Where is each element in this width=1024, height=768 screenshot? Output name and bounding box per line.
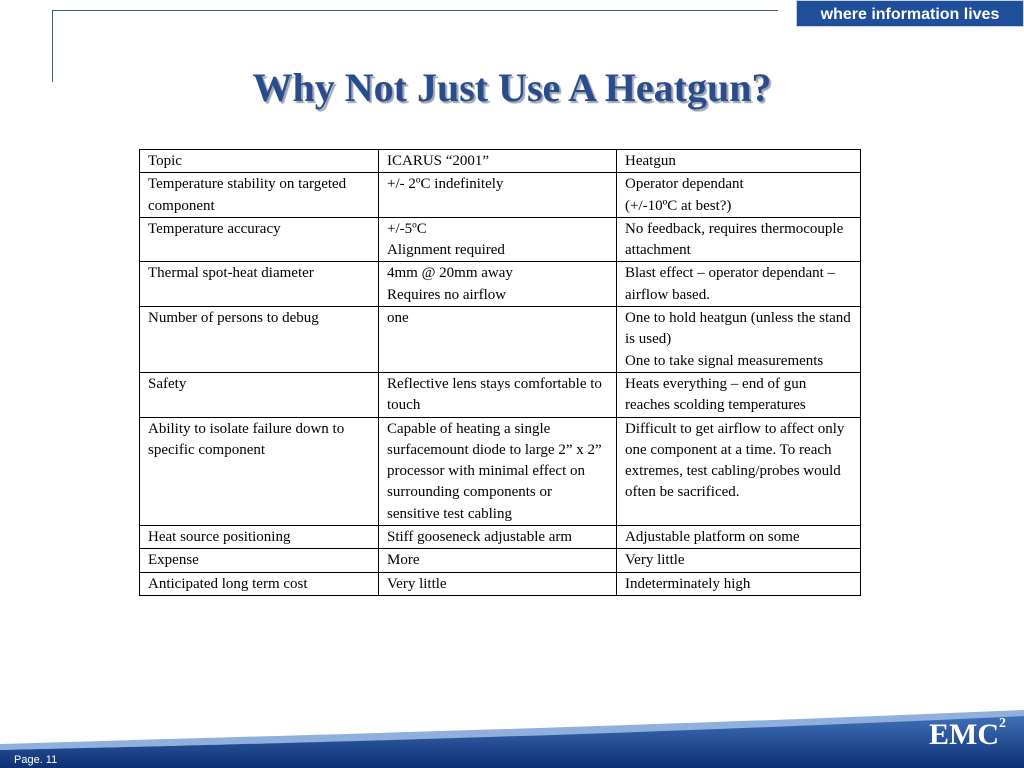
table-cell: one [379,307,617,373]
table-cell: More [379,549,617,572]
table-cell: 4mm @ 20mm away Requires no airflow [379,262,617,307]
table-row [140,173,861,218]
page-number: Page. 11 [14,754,58,766]
table-cell: Expense [140,549,379,572]
table-cell: Ability to isolate failure down to specific component [140,417,379,525]
slide-title: Why Not Just Use A Heatgun? [252,65,772,110]
table-cell: Safety [140,372,379,417]
frame-top-line [52,10,778,11]
table-row [140,417,861,525]
table-cell: +/-5ºC Alignment required [379,217,617,262]
table-cell: Heat source positioning [140,526,379,549]
table-cell: Stiff gooseneck adjustable arm [379,526,617,549]
comparison-table [139,149,861,596]
table-cell: Temperature accuracy [140,217,379,262]
table-cell: Temperature stability on targeted component [140,173,379,218]
table-cell: Reflective lens stays comfortable to touch [379,372,617,417]
table-cell: Number of persons to debug [140,307,379,373]
table-cell: ICARUS “2001” [379,150,617,173]
table-cell: Adjustable platform on some [617,526,861,549]
table-cell: Very little [617,549,861,572]
table-cell: Very little [379,572,617,595]
table-cell: Anticipated long term cost [140,572,379,595]
table-cell: Thermal spot-heat diameter [140,262,379,307]
table-cell: Heats everything – end of gun reaches scolding temperatures [617,372,861,417]
table-cell: One to hold heatgun (unless the stand is used) One to take signal measurements [617,307,861,373]
table-cell: Indeterminately high [617,572,861,595]
table-cell: Difficult to get airflow to affect only one component at a time. To reach extremes, test cabling/probes would often be sacrificed. [617,417,861,525]
logo-superscript: 2 [999,716,1006,731]
table-row [140,307,861,373]
table-cell: Topic [140,150,379,173]
table-row [140,150,861,173]
table-row [140,217,861,262]
table-row [140,526,861,549]
tagline-banner: where information lives [796,0,1024,27]
logo-text: EMC [929,718,999,751]
table-row [140,572,861,595]
table-cell: Blast effect – operator dependant – airflow based. [617,262,861,307]
table-row [140,262,861,307]
table-cell: +/- 2ºC indefinitely [379,173,617,218]
footer-wave-band [0,706,1024,768]
table-row [140,372,861,417]
table-cell: Operator dependant (+/-10ºC at best?) [617,173,861,218]
emc-logo [929,718,1006,752]
table-cell: Capable of heating a single surfacemount diode to large 2” x 2” processor with minimal effect on surrounding components or sensitive test cabling [379,417,617,525]
table-cell: No feedback, requires thermocouple attachment [617,217,861,262]
table-row [140,549,861,572]
table-cell: Heatgun [617,150,861,173]
